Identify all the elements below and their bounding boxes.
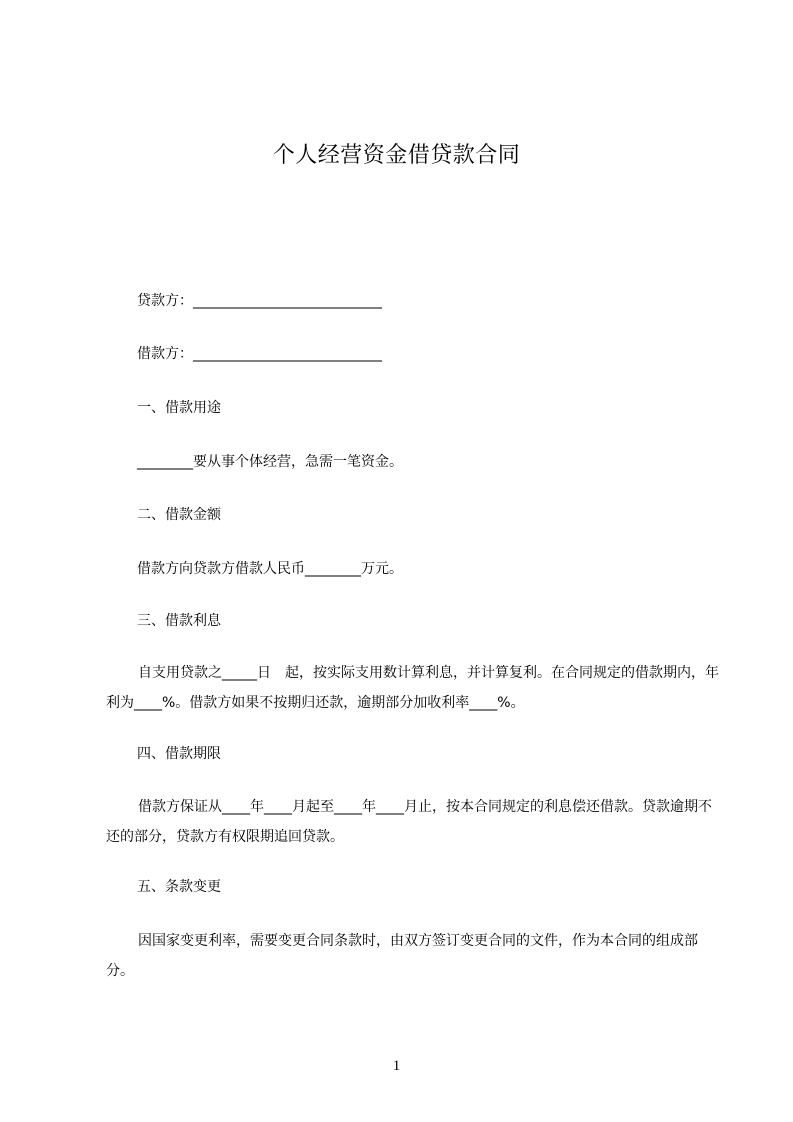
- section-5-heading: 五、条款变更: [137, 879, 221, 895]
- page-number: 1: [392, 1058, 401, 1074]
- section-5-body-text: 因国家变更利率，需要变更合同条款时，由双方签订变更合同的文件，作为本合同的组成部分。: [106, 933, 698, 979]
- section-4-body: [106, 792, 721, 852]
- section-2-body: 借款方向贷款方借款人民币________万元。: [137, 561, 403, 577]
- lender-line: 贷款方：___________________________: [137, 293, 382, 309]
- section-3-heading: 三、借款利息: [137, 613, 221, 629]
- section-1-heading: 一、借款用途: [137, 400, 221, 416]
- section-4-body-text: 借款方保证从____年____月起至____年____月止，按本合同规定的利息偿还借款。贷款逾期不还的部分，贷款方有权限期追回贷款。: [106, 799, 712, 845]
- section-1-body: ________要从事个体经营，急需一笔资金。: [137, 454, 403, 470]
- section-5-body: [106, 926, 721, 986]
- section-3-body: [106, 658, 721, 718]
- borrower-line: 借款方：___________________________: [137, 346, 382, 362]
- section-4-heading: 四、借款期限: [137, 746, 221, 762]
- section-3-body-text: 自支用贷款之_____日 起，按实际支用数计算利息，并计算复利。在合同规定的借款期内，年利为____%。借款方如果不按期归还款，逾期部分加收利率____%。: [106, 665, 719, 711]
- document-title: 个人经营资金借贷款合同: [272, 143, 521, 168]
- section-2-heading: 二、借款金额: [137, 507, 221, 523]
